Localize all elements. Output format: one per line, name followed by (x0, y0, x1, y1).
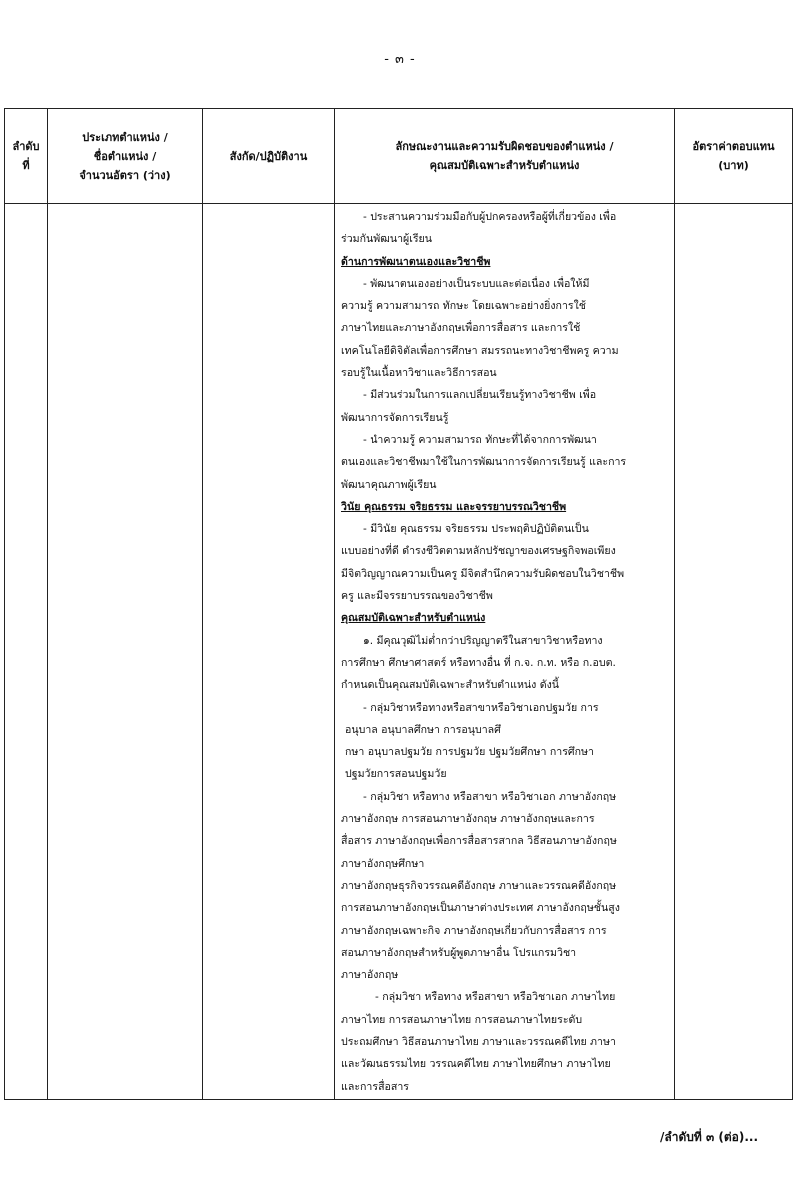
duties-text-line: - ประสานความร่วมมือกับผู้ปกครองหรือผู้ที่เกี่ยวข้อง เพื่อ (363, 211, 617, 223)
duties-text-line: - มีส่วนร่วมในการแลกเปลี่ยนเรียนรู้ทางวิชาชีพ เพื่อ (363, 389, 597, 402)
duties-text-line: ครู และมีจรรยาบรรณของวิชาชีพ (341, 590, 493, 603)
duties-text-line: กำหนดเป็นคุณสมบัติเฉพาะสำหรับตำแหน่ง ดังนี้ (341, 679, 560, 692)
cell-position-type (48, 204, 203, 1100)
duties-text-line: แบบอย่างที่ดี ดำรงชีวิตตามหลักปรัชญาของเศรษฐกิจพอเพียง (341, 545, 616, 558)
header-affiliation (203, 109, 335, 204)
duties-text-line: พัฒนาการจัดการเรียนรู้ (341, 411, 449, 424)
duties-text-line: ภาษาอังกฤษเฉพาะกิจ ภาษาอังกฤษเกี่ยวกับการสื่อสาร การ (341, 924, 607, 937)
duties-text-line: กษา อนุบาลปฐมวัย การปฐมวัย ปฐมวัยศึกษา การศึกษา (345, 746, 594, 759)
duties-text-line: - พัฒนาตนเองอย่างเป็นระบบและต่อเนื่อง เพื่อให้มี (363, 277, 590, 290)
header-duties (335, 109, 675, 204)
duties-text-line: คุณสมบัติเฉพาะสำหรับตำแหน่ง (341, 612, 486, 625)
duties-text-line: - กลุ่มวิชา หรือทาง หรือสาขา หรือวิชาเอก ภาษาไทย (375, 991, 616, 1004)
cell-affiliation (203, 204, 335, 1100)
duties-text-line: - มีวินัย คุณธรรม จริยธรรม ประพฤติปฏิบัติตนเป็น (363, 523, 589, 536)
duties-text-line: รอบรู้ในเนื้อหาวิชาและวิธีการสอน (341, 367, 497, 380)
cell-duties (335, 204, 675, 1100)
duties-text-line: การศึกษา ศึกษาศาสตร์ หรือทางอื่น ที่ ก.จ. ก.ท. หรือ ก.อบต. (341, 656, 616, 669)
header-line: คุณสมบัติเฉพาะสำหรับตำแหน่ง (429, 159, 580, 172)
page-number: - ๓ - (384, 52, 416, 67)
duties-text-line: ด้านการพัฒนาตนเองและวิชาชีพ (341, 255, 491, 268)
duties-text-line: - กลุ่มวิชาหรือทางหรือสาขาหรือวิชาเอกปฐมวัย การ (363, 701, 599, 714)
duties-text-line: วินัย คุณธรรม จริยธรรม และจรรยาบรรณวิชาชีพ (341, 500, 567, 513)
duties-text-line: การสอนภาษาอังกฤษเป็นภาษาต่างประเทศ ภาษาอังกฤษชั้นสูง (341, 902, 620, 915)
position-table (4, 108, 793, 1100)
duties-text-line: มีจิตวิญญาณความเป็นครู มีจิตสำนึกความรับผิดชอบในวิชาชีพ (341, 567, 625, 580)
header-line: ที่ (22, 159, 30, 172)
duties-text-line: - กลุ่มวิชา หรือทาง หรือสาขา หรือวิชาเอก ภาษาอังกฤษ (363, 790, 617, 803)
duties-text-line: ร่วมกันพัฒนาผู้เรียน (341, 233, 432, 246)
duties-text-line: ตนเองและวิชาชีพมาใช้ในการพัฒนาการจัดการเรียนรู้ และการ (341, 456, 627, 469)
header-line: จำนวนอัตรา (ว่าง) (79, 168, 171, 182)
duties-text-line: ประถมศึกษา วิธีสอนภาษาไทย ภาษาและวรรณคดีไทย ภาษา (341, 1035, 616, 1048)
duties-text-line: ปฐมวัยการสอนปฐมวัย (345, 768, 447, 781)
duties-text-line: ภาษาไทย การสอนภาษาไทย การสอนภาษาไทยระดับ (341, 1013, 583, 1026)
header-line: (บาท) (718, 159, 749, 172)
duties-text-line: ภาษาอังกฤษ การสอนภาษาอังกฤษ ภาษาอังกฤษและการ (341, 813, 595, 826)
header-compensation (675, 109, 793, 204)
duties-text-line: ภาษาอังกฤษธุรกิจวรรณคดีอังกฤษ ภาษาและวรรณคดีอังกฤษ (341, 879, 617, 892)
duties-text-line: เทคโนโลยีดิจิตัลเพื่อการศึกษา สมรรถนะทางวิชาชีพครู ความ (341, 344, 619, 357)
duties-text-line: ภาษาอังกฤษ (341, 969, 399, 982)
continuation-note: /ลำดับที่ ๓ (ต่อ)... (660, 1130, 758, 1144)
header-order (5, 109, 48, 204)
cell-order (5, 204, 48, 1100)
header-line: สังกัด/ปฏิบัติงาน (229, 149, 308, 163)
header-position-type (48, 109, 203, 204)
duties-text-line: ความรู้ ความสามารถ ทักษะ โดยเฉพาะอย่างยิ่งการใช้ (341, 300, 586, 313)
header-line: ชื่อตำแหน่ง / (93, 149, 157, 163)
duties-text-line: ๑. มีคุณวุฒิไม่ต่ำกว่าปริญญาตรีในสาขาวิชาหรือทาง (363, 634, 603, 647)
duties-text-line: สื่อสาร ภาษาอังกฤษเพื่อการสื่อสารสากล วิธีสอนภาษาอังกฤษ (341, 835, 617, 848)
header-line: ประเภทตำแหน่ง / (82, 130, 168, 144)
duties-text-line: และวัฒนธรรมไทย วรรณคดีไทย ภาษาไทยศึกษา ภาษาไทย (341, 1058, 611, 1071)
table-header-row (5, 109, 793, 204)
header-line: อัตราค่าตอบแทน (692, 140, 775, 153)
table-row (5, 204, 793, 1100)
duties-text-line: พัฒนาคุณภาพผู้เรียน (341, 478, 437, 491)
duties-text-line: อนุบาล อนุบาลศึกษา การอนุบาลศึ (345, 723, 501, 736)
duties-text-line: สอนภาษาอังกฤษสำหรับผู้พูดภาษาอื่น โปรแกรมวิชา (341, 946, 577, 959)
duties-text-line: และการสื่อสาร (341, 1080, 409, 1093)
duties-text-line: - นำความรู้ ความสามารถ ทักษะที่ได้จากการพัฒนา (363, 433, 597, 446)
duties-text-line: ภาษาไทยและภาษาอังกฤษเพื่อการสื่อสาร และการใช้ (341, 322, 581, 335)
duties-text-line: ภาษาอังกฤษศึกษา (341, 857, 425, 870)
header-line: ลักษณะงานและความรับผิดชอบของตำแหน่ง / (395, 140, 614, 153)
cell-compensation (675, 204, 793, 1100)
header-line: ลำดับ (12, 140, 40, 153)
